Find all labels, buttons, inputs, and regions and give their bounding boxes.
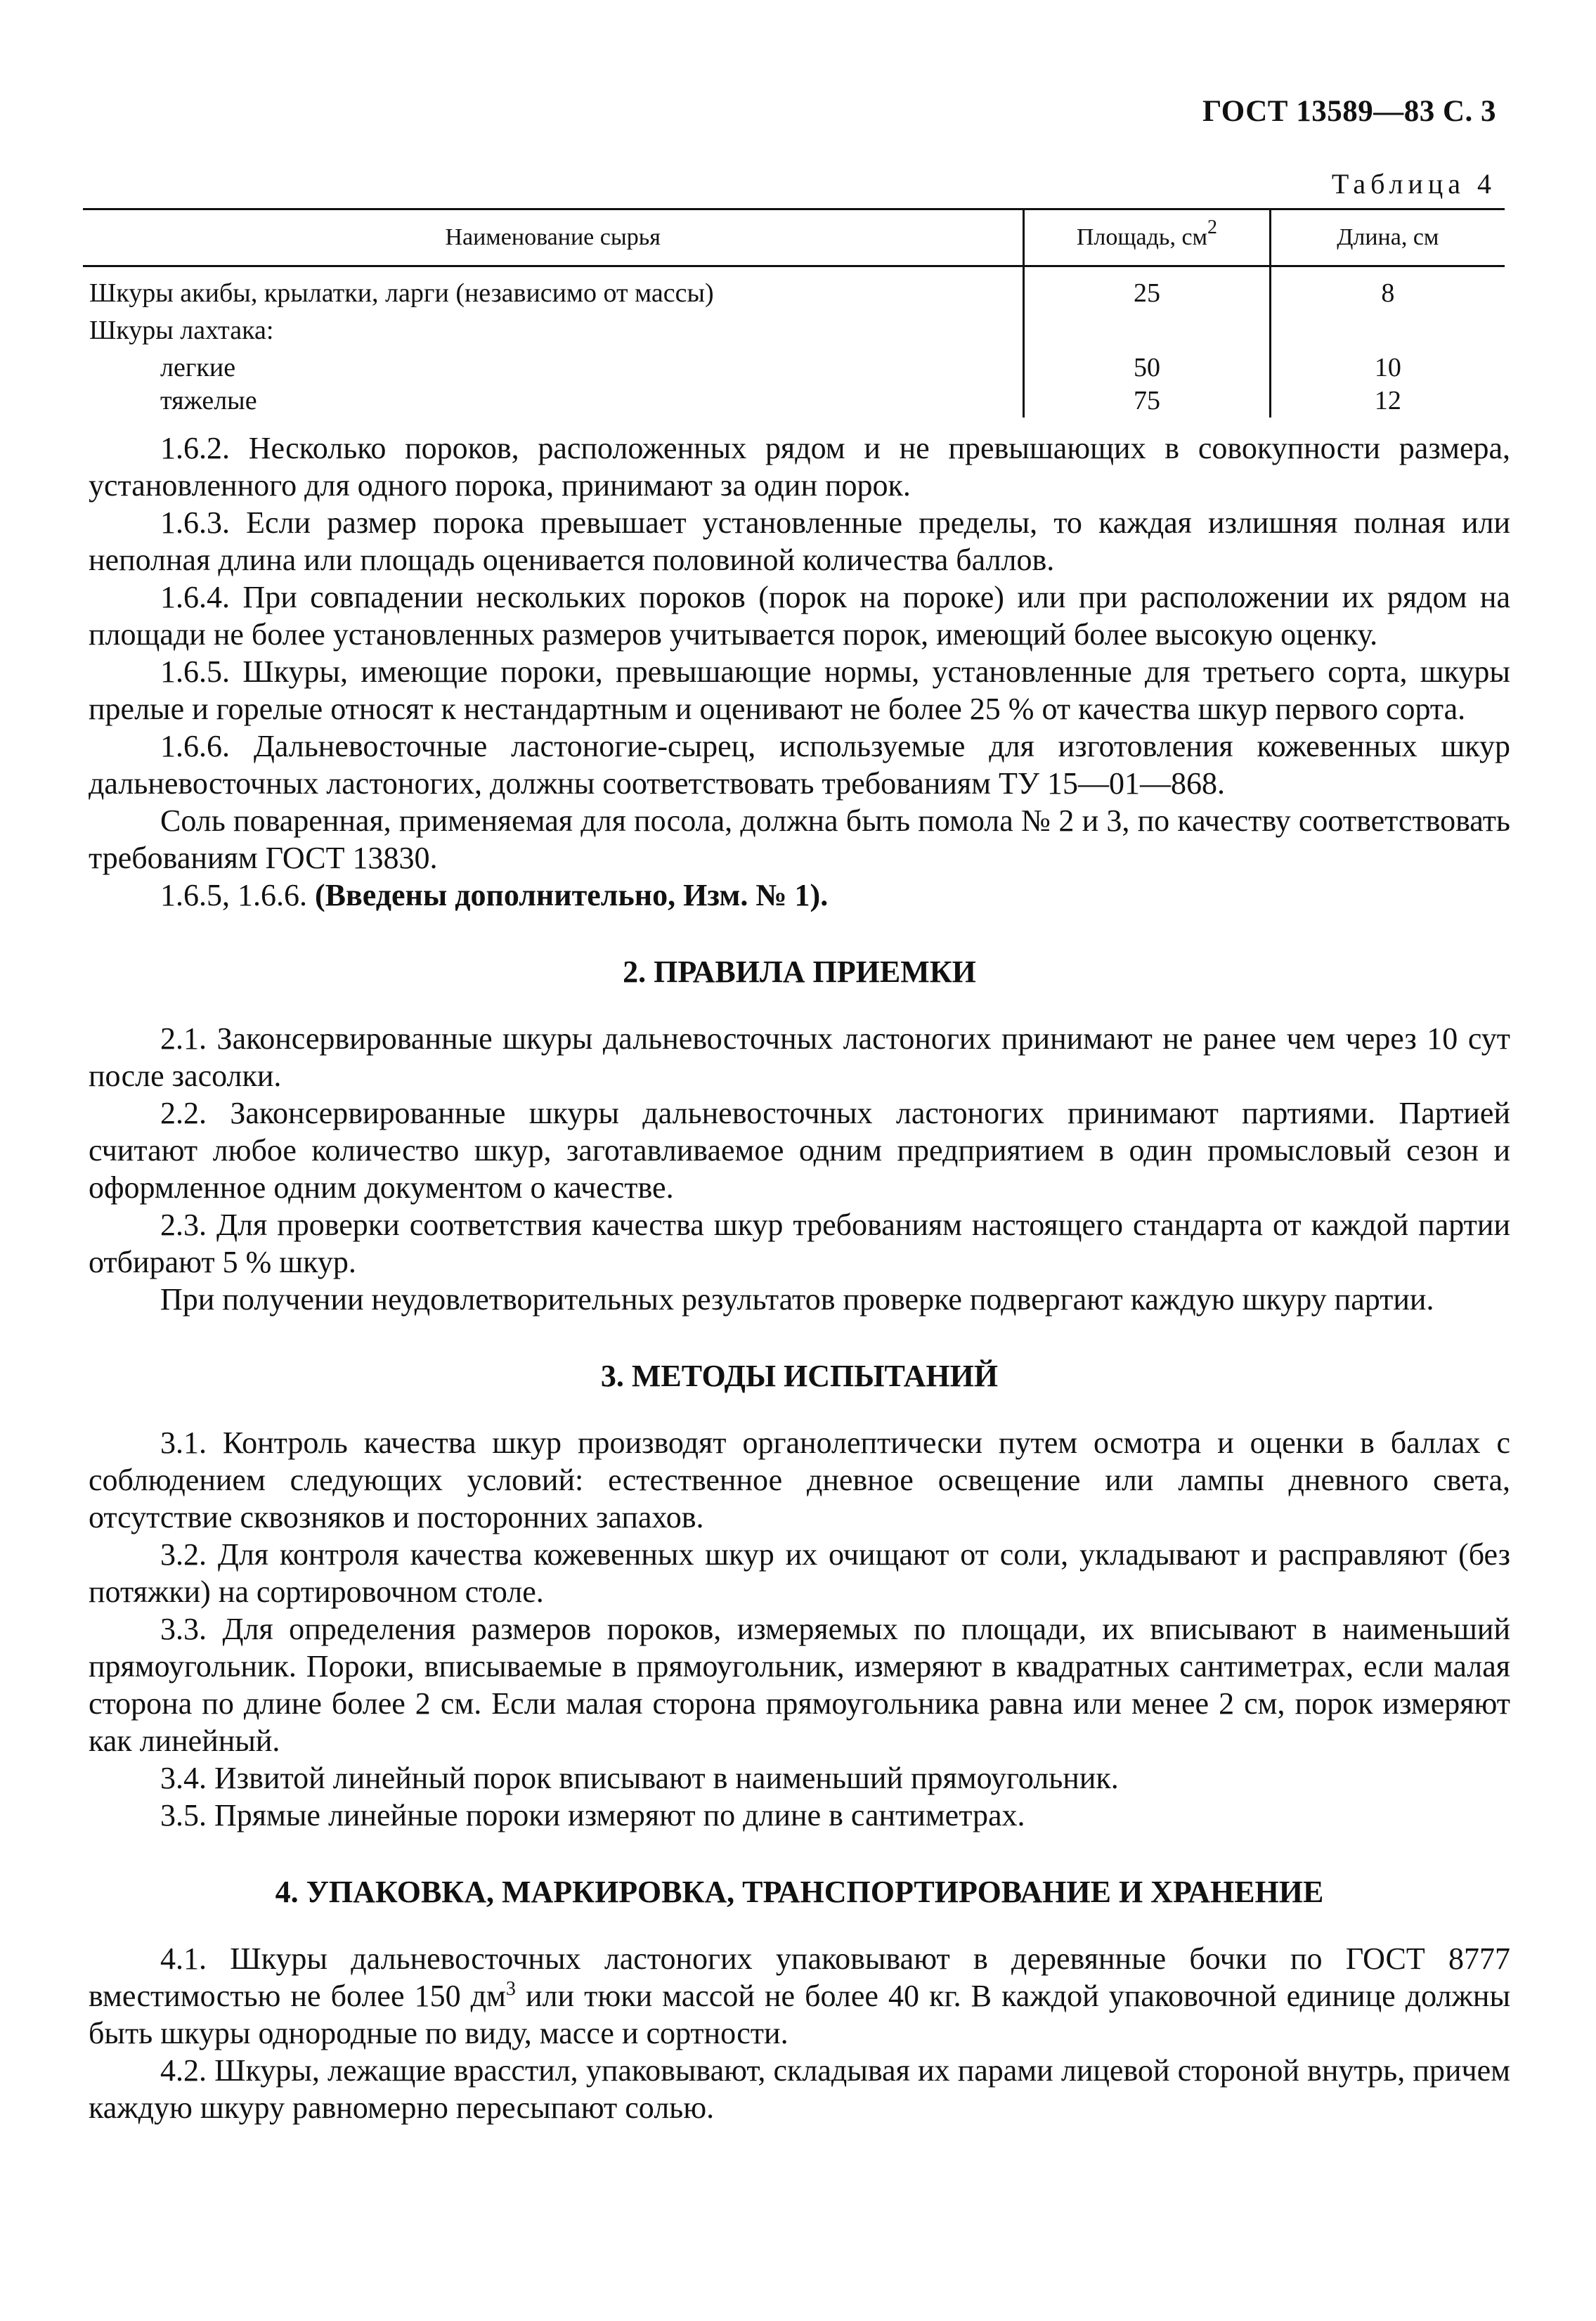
paragraph-1-6-6: 1.6.6. Дальневосточные ластоногие-сырец, используемые для изготовления кожевенных шкур дальневосточных ластоногих, должны соответствовать требованиям ТУ 15—01—868. [89,729,1510,801]
paragraph-1-6-3: 1.6.3. Если размер порока превышает установленные пределы, то каждая излишняя полная или неполная длина или площадь оценивается половиной количества баллов. [89,505,1510,577]
paragraph-3-4: 3.4. Извитой линейный порок вписывают в наименьший прямоугольник. [160,1761,1119,1795]
row-area: 75 [1024,384,1270,418]
paragraph-salt: Соль поваренная, применяемая для посола, должна быть помола № 2 и 3, по качеству соответствовать требованиям ГОСТ 13830. [89,803,1510,875]
row-name: тяжелые [160,386,257,416]
defect-size-table [83,208,1505,418]
column-header-name: Наименование сырья [83,209,1024,266]
paragraph-3-1: 3.1. Контроль качества шкур производят органолептически путем осмотра и оценки в баллах с соблюдением следующих условий: естественное дневное освещение или лампы дневного света, отсутствие сквозняков и посторонних запахов. [89,1425,1510,1534]
paragraph-1-6-5: 1.6.5. Шкуры, имеющие пороки, превышающие нормы, установленные для третьего сорта, шкуры прелые и горелые относят к нестандартным и оценивают не более 25 % от качества шкур первого сорта. [89,654,1510,726]
column-header-length: Длина, см [1270,209,1505,266]
paragraph-2-fail: При получении неудовлетворительных результатов проверке подвергают каждую шкуру партии. [160,1282,1434,1317]
paragraph-3-3: 3.3. Для определения размеров пороков, измеряемых по площади, их вписывают в наименьший прямоугольник. Пороки, вписываемые в прямоугольник, измеряют в квадратных сантиметрах, если малая сторона по длине более 2 см. Если малая сторона прямоугольника равна или менее 2 см, порок измеряют как линейный. [89,1612,1510,1758]
table-row [83,266,1505,311]
table-header-row [83,209,1505,266]
paragraph-4-2: 4.2. Шкуры, лежащие врасстил, упаковывают, складывая их парами лицевой стороной внутрь, причем каждую шкуру равномерно пересыпают солью. [89,2053,1510,2125]
paragraph-3-5: 3.5. Прямые линейные пороки измеряют по длине в сантиметрах. [160,1798,1025,1832]
row-length: 8 [1270,266,1505,311]
document-body [89,429,1510,2126]
table-row [83,347,1505,384]
row-length: 10 [1270,347,1505,384]
paragraph-2-2: 2.2. Законсервированные шкуры дальневосточных ластоногих принимают партиями. Партией считают любое количество шкур, заготавливаемое одним предприятием в один промысловый сезон и оформленное одним документом о качестве. [89,1096,1510,1205]
column-header-area: Площадь, $см^2$ [1024,209,1270,266]
section-4-title: 4. УПАКОВКА, МАРКИРОВКА, ТРАНСПОРТИРОВАНИЕ И ХРАНЕНИЕ [275,1875,1324,1909]
paragraph-1-6-2: 1.6.2. Несколько пороков, расположенных рядом и не превышающих в совокупности размера, установленного для одного порока, принимают за один порок. [89,431,1510,503]
row-area [1024,310,1270,347]
row-length [1270,310,1505,347]
section-3-title: 3. МЕТОДЫ ИСПЫТАНИЙ [600,1359,999,1393]
paragraph-3-2: 3.2. Для контроля качества кожевенных шкур их очищают от соли, укладывают и расправляют (без потяжки) на сортировочном столе. [89,1537,1510,1609]
row-area: 50 [1024,347,1270,384]
paragraph-2-1: 2.1. Законсервированные шкуры дальневосточных ластоногих принимают не ранее чем через 10 сут после засолки. [89,1021,1510,1093]
table-row [83,384,1505,418]
paragraph-2-3: 2.3. Для проверки соответствия качества шкур требованиям настоящего стандарта от каждой партии отбирают 5 % шкур. [89,1208,1510,1279]
table-caption: Таблица 4 [1331,168,1496,200]
section-2-title: 2. ПРАВИЛА ПРИЕМКИ [623,955,976,989]
row-name: Шкуры акибы, крылатки, ларги (независимо от массы) [89,278,714,308]
amendment-note: 1.6.5, 1.6.6. (Введены дополнительно, Изм. № 1). [160,878,829,912]
row-length: 12 [1270,384,1505,418]
table-row [83,310,1505,347]
paragraph-4-1: 4.1. Шкуры дальневосточных ластоногих упаковывают в деревянные бочки по ГОСТ 8777 вместимостью не более 150 $дм^3$ или тюки массой не более 40 кг. В каждой упаковочной единице должны быть шкуры однородные по виду, массе и сортности. [89,1941,1510,2050]
paragraph-1-6-4: 1.6.4. При совпадении нескольких пороков (порок на пороке) или при расположении их рядом на площади не более установленных размеров учитывается порок, имеющий более высокую оценку. [89,580,1510,652]
page-header: ГОСТ 13589—83 С. 3 [1202,95,1496,128]
row-name: легкие [160,353,236,383]
row-area: 25 [1024,266,1270,311]
row-name: Шкуры лахтака: [89,316,274,346]
